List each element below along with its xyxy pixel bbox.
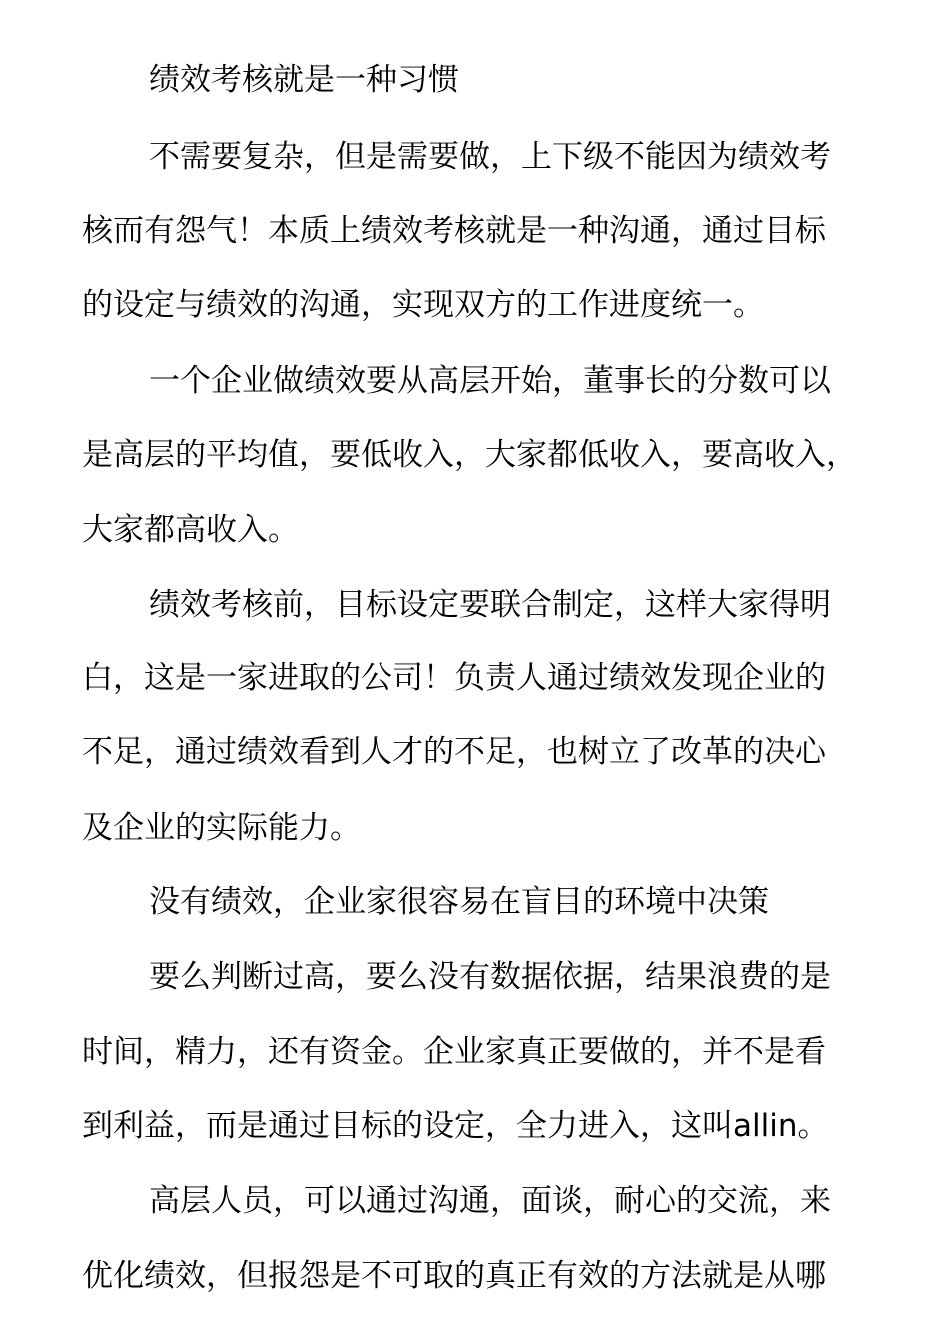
paragraph-line: 要么判断过高，要么没有数据依据，结果浪费的是 (149, 959, 831, 995)
paragraph-line: 时间，精力，还有资金。企业家真正要做的，并不是看 (82, 1034, 826, 1070)
paragraph-line: 及企业的实际能力。 (82, 810, 361, 846)
heading-line: 绩效考核就是一种习惯 (149, 62, 459, 98)
paragraph-line: 不需要复杂，但是需要做，上下级不能因为绩效考 (149, 139, 831, 175)
paragraph-line: 白，这是一家进取的公司！负责人通过绩效发现企业的 (82, 660, 826, 696)
paragraph-line: 优化绩效，但报怨是不可取的真正有效的方法就是从哪 (82, 1258, 826, 1294)
paragraph-line: 没有绩效，企业家很容易在盲目的环境中决策 (149, 884, 769, 920)
paragraph-line: 是高层的平均值，要低收入，大家都低收入，要高收入， (82, 437, 857, 473)
paragraph-line: 核而有怨气！本质上绩效考核就是一种沟通，通过目标 (82, 213, 826, 249)
paragraph-line: 一个企业做绩效要从高层开始，董事长的分数可以 (149, 363, 831, 399)
paragraph-line: 高层人员，可以通过沟通，面谈，耐心的交流，来 (149, 1183, 831, 1219)
paragraph-line: 大家都高收入。 (82, 512, 299, 548)
paragraph-line: 不足，通过绩效看到人才的不足，也树立了改革的决心 (82, 734, 826, 770)
paragraph-line: 的设定与绩效的沟通，实现双方的工作进度统一。 (82, 287, 764, 323)
paragraph-line: 绩效考核前，目标设定要联合制定，这样大家得明 (149, 587, 831, 623)
paragraph-line: 到利益，而是通过目标的设定，全力进入，这叫allin。 (82, 1108, 829, 1144)
